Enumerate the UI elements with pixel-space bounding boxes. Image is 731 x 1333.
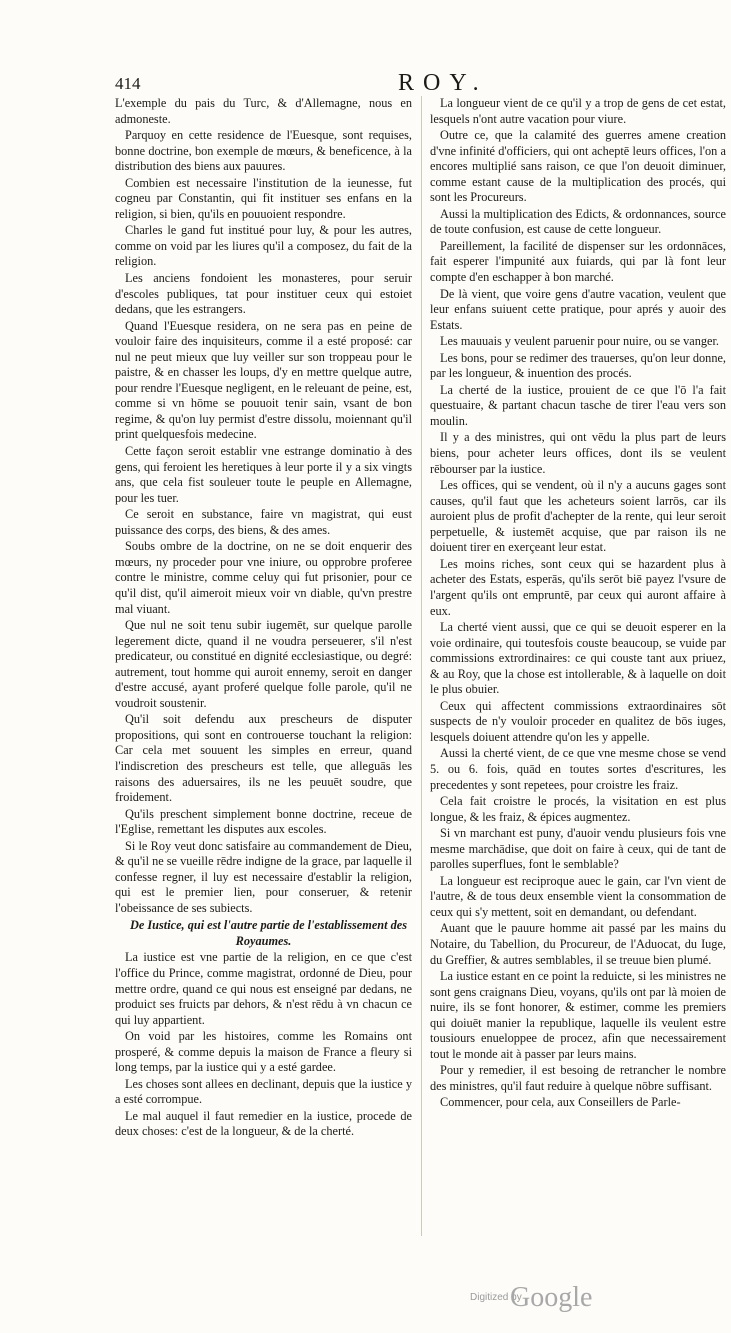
- paragraph: La cherté vient aussi, que ce qui se deuoit esperer en la voie ordinaire, qui toutesfois couste beaucoup, se vuide par commissions extrordinaires: ce qui couste tant aux priuez, & au Roy, que la chose est intollerable, & à laquelle on doit le plus obuier.: [430, 620, 726, 697]
- paragraph: Il y a des ministres, qui ont vēdu la plus part de leurs biens, pour acheter leurs offices, dont ils se veulent rēbourser par la iustice.: [430, 430, 726, 476]
- google-logo: Google: [510, 1282, 593, 1313]
- paragraph: Les moins riches, sont ceux qui se hazardent plus à acheter des Estats, esperās, qu'ils serōt biē payez l'vsure de l'argent qu'ils ont empruntē, par ceux qui auront affaire à eux.: [430, 556, 726, 618]
- paragraph: Auant que le pauure homme ait passé par les mains du Notaire, du Tabellion, du Procureur, de l'Aduocat, du Iuge, du Greffier, & autres semblables, il se treuue bien plumé.: [430, 921, 726, 967]
- paragraph: Les offices, qui se vendent, où il n'y a aucuns gages sont causes, qu'il faut que les acheteurs soient larrōs, car ils auroient plus de profit d'achepter de la rente, qui leur seroit perpetuelle, & iustemēt acquise, que par raison ils ne doiuent tirer en exerçeant leur estat.: [430, 478, 726, 555]
- paragraph: La cherté de la iustice, prouient de ce que l'ō l'a fait questuaire, & partant chacun tasche de tirer l'eau vers son moulin.: [430, 382, 726, 428]
- page-header: [110, 70, 710, 98]
- paragraph: Si le Roy veut donc satisfaire au commandement de Dieu, & qu'il ne se vueille rēdre indigne de la grace, par laquelle il confesse regner, il luy est necessaire d'establir la religion, qui est le premier lien, pour conseruer, & retenir l'obeissance de ses subiects.: [115, 838, 412, 915]
- paragraph: Cela fait croistre le procés, la visitation en est plus longue, & les fraiz, & épices augmentez.: [430, 794, 726, 824]
- paragraph: On void par les histoires, comme les Romains ont prosperé, & comme depuis la maison de France a fleury si long temps, par la iustice qui y a esté gardee.: [115, 1029, 412, 1075]
- paragraph: Parquoy en cette residence de l'Euesque, sont requises, bonne doctrine, bon exemple de mœurs, & beneficence, à la distribution des biens aux pauures.: [115, 128, 412, 174]
- paragraph: Que nul ne soit tenu subir iugemēt, sur quelque parolle legerement dicte, quand il ne voudra perseuerer, s'il n'est predicateur, ou constitué en dignité ecclesiastique, ou degré: autrement, tout homme qui auroit ennemy, seroit en danger d'estre accusé, ayant proferé quelque folle parole, qu'il ne voudroit soustenir.: [115, 618, 412, 710]
- digitized-by-label: Digitized by: [470, 1292, 522, 1303]
- paragraph: Les bons, pour se redimer des trauerses, qu'on leur donne, par les longueur, & inuention des procés.: [430, 350, 726, 381]
- paragraph: La longueur est reciproque auec le gain, car l'vn vient de l'autre, & de tous deux ensemble vient la consommation de ceux qui s'y mettent, soit en demandant, ou defendant.: [430, 873, 726, 919]
- paragraph: Pareillement, la facilité de dispenser sur les ordonnāces, fait esperer l'impunité aux fuiards, qui par là font leur compte d'en eschapper à bon marché.: [430, 238, 726, 285]
- paragraph: Cette façon seroit establir vne estrange dominatio à des gens, qui feroient les heretiques à leur porte il y a six vingts ans, que cela fist souleuer toute le peuple en Allemagne, pour les tuer.: [115, 444, 412, 505]
- paragraph: Les choses sont allees en declinant, depuis que la iustice y a esté corrompue.: [115, 1076, 412, 1107]
- paragraph: Aussi la cherté vient, de ce que vne mesme chose se vend 5. ou 6. fois, quād en toutes sortes d'escritures, les precedentes y sont repetees, pour croistre les fraiz.: [430, 746, 726, 792]
- right-column: [430, 96, 726, 1112]
- paragraph: Ceux qui affectent commissions extraordinaires sōt suspects de n'y vouloir proceder en qualitez de bōs iuges, lesquels doiuent attendre qu'on les y appelle.: [430, 698, 726, 744]
- page-number: 414: [115, 74, 141, 93]
- paragraph: Qu'ils preschent simplement bonne doctrine, receue de l'Eglise, remettant les disputes aux escoles.: [115, 806, 412, 837]
- paragraph: Combien est necessaire l'institution de la ieunesse, fut cogneu par Constantin, qui fit instituer ses enfans en la religion, si bien, qu'ils en pouuoient respondre.: [115, 175, 412, 221]
- paragraph: Charles le gand fut institué pour luy, & pour les autres, comme on void par les liures qu'il a composez, du fait de la religion.: [115, 223, 412, 269]
- paragraph: Les mauuais y veulent paruenir pour nuire, ou se vanger.: [440, 334, 719, 349]
- paragraph: Commencer, pour cela, aux Conseillers de Parle-: [440, 1095, 681, 1110]
- paragraph: Outre ce, que la calamité des guerres amene creation d'vne infinité d'officiers, qui ont acheptē leurs offices, l'on a encores multiplié sans raison, ce que l'on deuoit diminuer, comme estant cause de la multiplication des procés, qui sont les Procureurs.: [430, 128, 726, 205]
- section-heading: De Iustice, qui est l'autre partie de l'establissement des Royaumes.: [129, 918, 407, 949]
- paragraph: Quand l'Euesque residera, on ne sera pas en peine de vouloir faire des inquisiteurs, comme il a esté proposé: car nul ne peut mieux que luy veiller sur son troppeau pour le paistre, & en chasser les loups, d'y en mettre quelque autre, pour rendre l'Euesque negligent, en le releuant de peine, est, comme si vn hōme se pouuoit tenir sain, vsant de bon regime, & qu'on luy permist d'estre dissolu, moiennant qu'il print quelquesfois medecine.: [115, 318, 412, 442]
- column-divider: [421, 96, 422, 1236]
- paragraph: La longueur vient de ce qu'il y a trop de gens de cet estat, lesquels n'ont autre vacation pour viure.: [430, 96, 726, 126]
- paragraph: L'exemple du pais du Turc, & d'Allemagne, nous en admoneste.: [115, 96, 412, 126]
- paragraph: Soubs ombre de la doctrine, on ne se doit enquerir des mœurs, ny proceder pour vne iniure, ou opprobre proferee contre le ministre, comme celuy qui fut prisonier, pour ce qu'il dist, qu'il aimeroit mieux voir vn diable, qu'vn prestre mal viuant.: [115, 539, 412, 616]
- running-title: ROY.: [398, 70, 488, 96]
- paragraph: Aussi la multiplication des Edicts, & ordonnances, source de toute confusion, est cause de cette longueur.: [430, 206, 726, 237]
- left-column: [115, 96, 412, 1141]
- paragraph: La iustice est vne partie de la religion, en ce que c'est l'office du Prince, comme magistrat, ordonné de Dieu, pour mettre ordre, quand ce qui nous est enseigné par dedans, ne produict ses fruicts par dehors, & n'est rēdu à vn chacun ce qui luy appartient.: [115, 950, 412, 1027]
- paragraph: Ce seroit en substance, faire vn magistrat, qui eust puissance des corps, des biens, & des ames.: [115, 507, 412, 537]
- paragraph: Le mal auquel il faut remedier en la iustice, procede de deux choses: c'est de la longueur, & de la cherté.: [115, 1108, 412, 1139]
- paragraph: Qu'il soit defendu aux prescheurs de disputer propositions, qui sont en controuerse touchant la religion: Car cela met souuent les simples en erreur, quand l'indiscretion des prescheurs est telle, que alleguās les raisons des aduersaires, ils ne les peuuēt soudre, que froidement.: [115, 712, 412, 805]
- paragraph: Les anciens fondoient les monasteres, pour seruir d'escoles publiques, tat pour instituer ceux qui estoiet dedans, que les estrangers.: [115, 271, 412, 317]
- paragraph: La iustice estant en ce point la reduicte, si les ministres ne sont gens craignans Dieu, voyans, qu'ils ont par là moien de nuire, ils se font honorer, & estimer, comme les premiers qui doiuēt manier la republique, laquelle ils veulent estre tousiours enueloppee de procez, afin que necessairement tout le monde ait à passer par leurs mains.: [430, 969, 726, 1061]
- paragraph: Si vn marchant est puny, d'auoir vendu plusieurs fois vne mesme marchādise, que doit on faire à ceux, qui de tant de parolles superflues, font le semblable?: [430, 826, 726, 872]
- paragraph: De là vient, que voire gens d'autre vacation, veulent que leur enfans suiuent cette pratique, pour aprés y auoir des Estats.: [430, 286, 726, 332]
- digitized-watermark: [470, 1282, 610, 1312]
- paragraph: Pour y remedier, il est besoing de retrancher le nombre des ministres, qu'il faut reduire à quelque nōbre suffisant.: [430, 1063, 726, 1093]
